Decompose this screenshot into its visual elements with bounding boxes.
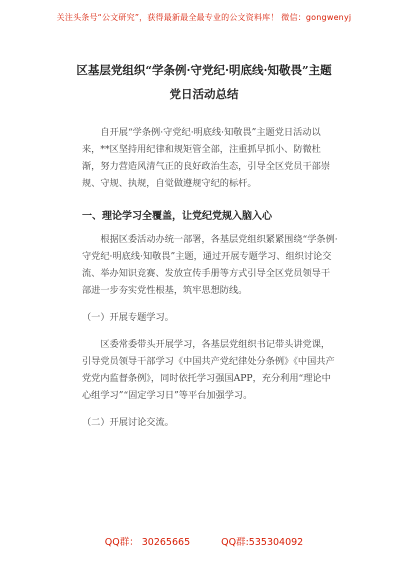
spacer [82,192,338,200]
section-1-heading: 一、理论学习全覆盖，让党纪党规入脑入心 [82,211,272,222]
footer-qq-group-1: QQ群： 30265665 [104,537,191,548]
footer [0,534,408,548]
document-title: 区基层党组织“学条例·守党纪·明底线·知敬畏”主题 [76,63,332,77]
section-1-paragraph: 根据区委活动办统一部署，各基层党组织紧紧围绕“学条例·守党纪·明底线·知敬畏”主题，通过开展专题学习、组织讨论交流、举办知识竞赛、发放宣传手册等方式引导全区党员领导干部进一步夯实党性根基，筑牢思想防线。 [82,234,338,296]
subsection-1-heading: （一）开展专题学习。 [82,312,174,323]
document-body [82,124,338,441]
banner-text: 关注头条号“公文研究”，获得最新最全最专业的公文资料库！ 微信：gongwenyj [56,13,352,22]
subsection-2-heading: （二）开展讨论交流。 [82,417,174,428]
document-subtitle: 党日活动总结 [169,87,239,101]
footer-qq-group-2: QQ群:535304092 [221,537,304,548]
intro-paragraph: 自开展“学条例·守党纪·明底线·知敬畏”主题党日活动以来，**区坚持用纪律和规矩管全部，注重抓早抓小、防微杜渐，努力营造风清气正的良好政治生态，引导全区党员干部崇规、守规、执规，自觉做遵规守纪的标杆。 [82,127,331,189]
subsection-1-paragraph: 区委常委带头开展学习，各基层党组织书记带头讲党课，引导党员领导干部学习《中国共产党纪律处分条例》《中国共产党党内监督条例》，同时依托学习强国APP，充分利用“理论中心组学习”“固定学习日”等平台加强学习。 [82,339,335,401]
header-banner [0,12,408,23]
